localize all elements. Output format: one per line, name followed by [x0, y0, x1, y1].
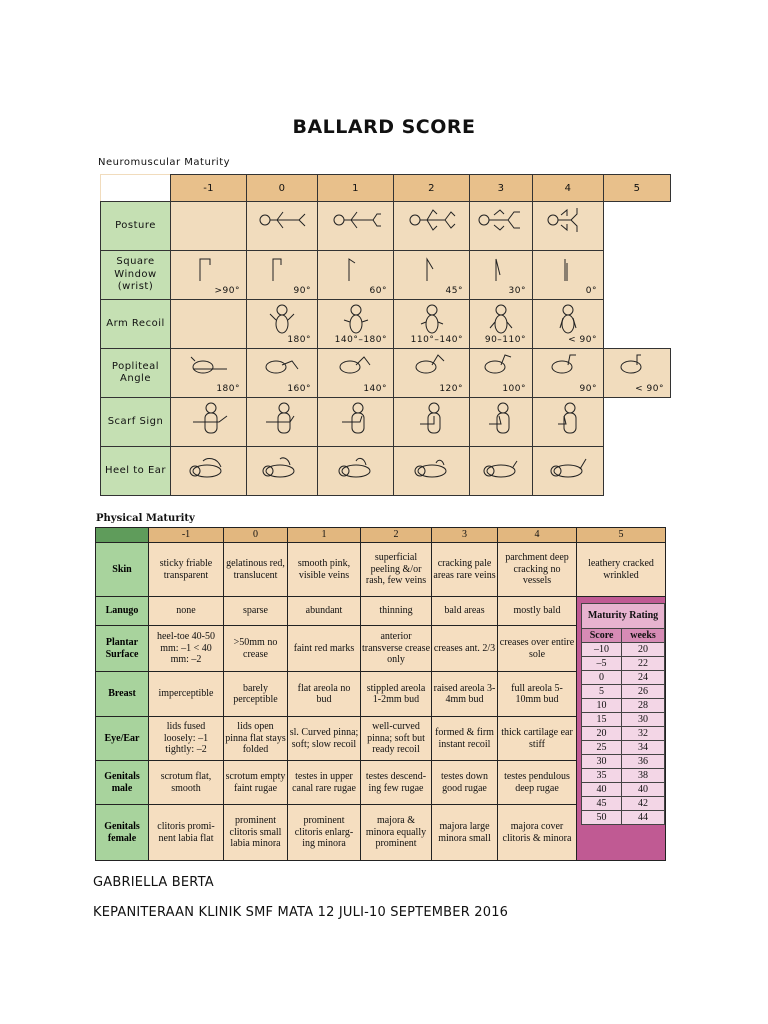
table-cell: >50mm no crease	[224, 626, 288, 672]
arm-recoil-cell: 110°–140°	[394, 300, 470, 349]
table-cell: stippled areola 1-2mm bud	[361, 672, 432, 717]
pm-score-header: 1	[288, 528, 361, 543]
rating-weeks: 34	[622, 741, 665, 755]
popliteal-leg-icon	[481, 353, 521, 377]
rating-weeks: 28	[622, 699, 665, 713]
table-cell: flat areola no bud	[288, 672, 361, 717]
row-label-arm-recoil: Arm Recoil	[101, 300, 171, 349]
table-cell: creases over entire sole	[498, 626, 577, 672]
scarf-sign-figure-icon	[481, 402, 521, 438]
nm-score-header: -1	[171, 175, 247, 202]
posture-figure-icon	[255, 206, 309, 246]
table-cell: full areola 5-10mm bud	[498, 672, 577, 717]
table-cell: lids open pinna flat stays folded	[224, 717, 288, 761]
neuromuscular-label: Neuromuscular Maturity	[98, 157, 231, 168]
table-cell: heel-toe 40-50 mm: –1 < 40 mm: –2	[149, 626, 224, 672]
popliteal-cell: 120°	[394, 349, 470, 398]
row-label-skin: Skin	[96, 543, 149, 597]
table-cell: none	[149, 597, 224, 626]
score-col-header: Score	[582, 629, 622, 643]
rating-weeks: 44	[622, 811, 665, 825]
pm-score-header: 0	[224, 528, 288, 543]
row-label-lanugo: Lanugo	[96, 597, 149, 626]
table-cell: superficial peeling &/or rash, few veins	[361, 543, 432, 597]
rating-score: 25	[582, 741, 622, 755]
wrist-angle-icon	[194, 255, 224, 283]
pm-score-header: 5	[577, 528, 666, 543]
posture-figure-icon	[329, 206, 383, 246]
scarf-cell	[533, 398, 604, 447]
posture-figure-icon	[541, 206, 595, 246]
course-info: KEPANITERAAN KLINIK SMF MATA 12 JULI-10 SEPTEMBER 2016	[93, 905, 509, 920]
table-cell: faint red marks	[288, 626, 361, 672]
nm-score-header: 0	[247, 175, 318, 202]
square-window-cell: >90°	[171, 251, 247, 300]
table-cell: anterior transverse crease only	[361, 626, 432, 672]
arm-recoil-cell: 90–110°	[470, 300, 533, 349]
posture-cell	[604, 202, 671, 251]
scarf-sign-figure-icon	[412, 402, 452, 438]
table-cell: barely perceptible	[224, 672, 288, 717]
square-window-cell: 60°	[318, 251, 394, 300]
posture-cell	[470, 202, 533, 251]
rating-score: –10	[582, 643, 622, 657]
rating-weeks: 38	[622, 769, 665, 783]
table-cell: testes pendulous deep rugae	[498, 761, 577, 805]
table-cell: raised areola 3-4mm bud	[432, 672, 498, 717]
rating-score: 50	[582, 811, 622, 825]
table-cell: thinning	[361, 597, 432, 626]
pm-score-header: 4	[498, 528, 577, 543]
table-cell: scrotum flat, smooth	[149, 761, 224, 805]
posture-cell	[533, 202, 604, 251]
row-label-genitals-female: Genitals female	[96, 805, 149, 861]
rating-weeks: 32	[622, 727, 665, 741]
table-cell: leathery cracked wrinkled	[577, 543, 666, 597]
header-blank	[96, 528, 149, 543]
popliteal-leg-icon	[262, 353, 302, 377]
rating-score: 0	[582, 671, 622, 685]
square-window-cell: 45°	[394, 251, 470, 300]
posture-cell	[171, 202, 247, 251]
table-cell: testes descend-ing few rugae	[361, 761, 432, 805]
table-cell: thick cartilage ear stiff	[498, 717, 577, 761]
table-cell: testes in upper canal rare rugae	[288, 761, 361, 805]
row-label-square-window: Square Window (wrist)	[101, 251, 171, 300]
arm-recoil-cell	[171, 300, 247, 349]
posture-cell	[318, 202, 394, 251]
table-cell: formed & firm instant recoil	[432, 717, 498, 761]
table-cell: parchment deep cracking no vessels	[498, 543, 577, 597]
nm-score-header: 4	[533, 175, 604, 202]
heel-to-ear-figure-icon	[187, 451, 231, 481]
rating-score: 45	[582, 797, 622, 811]
physical-maturity-table	[95, 527, 666, 861]
table-cell: majora cover clitoris & minora	[498, 805, 577, 861]
popliteal-cell: 160°	[247, 349, 318, 398]
heel-to-ear-cell	[171, 447, 247, 496]
heel-to-ear-cell	[318, 447, 394, 496]
heel-to-ear-figure-icon	[546, 451, 590, 481]
rating-weeks: 30	[622, 713, 665, 727]
wrist-angle-icon	[417, 255, 447, 283]
nm-score-header: 5	[604, 175, 671, 202]
row-label-eye-ear: Eye/Ear	[96, 717, 149, 761]
rating-score: 5	[582, 685, 622, 699]
square-window-cell: 90°	[247, 251, 318, 300]
heel-to-ear-cell	[604, 447, 671, 496]
table-cell: testes down good rugae	[432, 761, 498, 805]
table-cell: well-curved pinna; soft but ready recoil	[361, 717, 432, 761]
wrist-angle-icon	[553, 255, 583, 283]
pm-score-header: -1	[149, 528, 224, 543]
popliteal-leg-icon	[412, 353, 452, 377]
table-cell: gelatinous red, translucent	[224, 543, 288, 597]
arm-recoil-figure-icon	[553, 304, 583, 338]
scarf-sign-figure-icon	[262, 402, 302, 438]
table-cell: majora large minora small	[432, 805, 498, 861]
popliteal-leg-icon	[617, 353, 657, 377]
arm-recoil-cell: 140°–180°	[318, 300, 394, 349]
popliteal-cell: 100°	[470, 349, 533, 398]
rating-weeks: 40	[622, 783, 665, 797]
popliteal-cell: < 90°	[604, 349, 671, 398]
physical-maturity-label: Physical Maturity	[96, 513, 195, 524]
posture-cell	[247, 202, 318, 251]
author-name: GABRIELLA BERTA	[93, 875, 214, 890]
arm-recoil-figure-icon	[341, 304, 371, 338]
square-window-cell	[604, 251, 671, 300]
rating-weeks: 42	[622, 797, 665, 811]
arm-recoil-figure-icon	[486, 304, 516, 338]
row-label-posture: Posture	[101, 202, 171, 251]
rating-score: 10	[582, 699, 622, 713]
row-label-popliteal-angle: Popliteal Angle	[101, 349, 171, 398]
rating-weeks: 24	[622, 671, 665, 685]
wrist-angle-icon	[486, 255, 516, 283]
table-cell: sl. Curved pinna; soft; slow recoil	[288, 717, 361, 761]
heel-to-ear-figure-icon	[479, 451, 523, 481]
heel-to-ear-figure-icon	[260, 451, 304, 481]
arm-recoil-figure-icon	[417, 304, 447, 338]
scarf-sign-figure-icon	[548, 402, 588, 438]
scarf-cell	[247, 398, 318, 447]
square-window-cell: 0°	[533, 251, 604, 300]
heel-to-ear-figure-icon	[334, 451, 378, 481]
popliteal-cell: 90°	[533, 349, 604, 398]
nm-score-header: 2	[394, 175, 470, 202]
popliteal-cell: 140°	[318, 349, 394, 398]
pm-score-header: 3	[432, 528, 498, 543]
table-cell: lids fused loosely: –1 tightly: –2	[149, 717, 224, 761]
scarf-cell	[318, 398, 394, 447]
table-cell: abundant	[288, 597, 361, 626]
heel-to-ear-cell	[533, 447, 604, 496]
wrist-angle-icon	[341, 255, 371, 283]
maturity-rating-title: Maturity Rating	[582, 604, 665, 629]
pm-score-header: 2	[361, 528, 432, 543]
arm-recoil-cell	[604, 300, 671, 349]
arm-recoil-cell: 180°	[247, 300, 318, 349]
posture-figure-icon	[474, 206, 528, 246]
scarf-cell	[171, 398, 247, 447]
table-cell: cracking pale areas rare veins	[432, 543, 498, 597]
posture-cell	[394, 202, 470, 251]
posture-figure-icon	[405, 206, 459, 246]
rating-weeks: 26	[622, 685, 665, 699]
table-cell: smooth pink, visible veins	[288, 543, 361, 597]
rating-weeks: 20	[622, 643, 665, 657]
header-blank	[101, 175, 171, 202]
row-label-scarf-sign: Scarf Sign	[101, 398, 171, 447]
heel-to-ear-figure-icon	[410, 451, 454, 481]
table-cell: clitoris promi-nent labia flat	[149, 805, 224, 861]
rating-score: 15	[582, 713, 622, 727]
maturity-rating-panel	[577, 597, 666, 861]
weeks-col-header: weeks	[622, 629, 665, 643]
scarf-cell	[604, 398, 671, 447]
rating-score: 20	[582, 727, 622, 741]
neuromuscular-table	[100, 174, 671, 496]
rating-score: –5	[582, 657, 622, 671]
nm-score-header: 1	[318, 175, 394, 202]
heel-to-ear-cell	[470, 447, 533, 496]
row-label-breast: Breast	[96, 672, 149, 717]
scarf-sign-figure-icon	[189, 402, 229, 438]
nm-score-header: 3	[470, 175, 533, 202]
wrist-angle-icon	[267, 255, 297, 283]
maturity-rating-table	[581, 603, 665, 825]
table-cell: bald areas	[432, 597, 498, 626]
popliteal-cell: 180°	[171, 349, 247, 398]
arm-recoil-cell: < 90°	[533, 300, 604, 349]
rating-score: 30	[582, 755, 622, 769]
row-label-plantar-surface: Plantar Surface	[96, 626, 149, 672]
table-cell: creases ant. 2/3	[432, 626, 498, 672]
table-cell: prominent clitoris small labia minora	[224, 805, 288, 861]
scarf-cell	[394, 398, 470, 447]
page-title: BALLARD SCORE	[292, 116, 476, 138]
table-cell: scrotum empty faint rugae	[224, 761, 288, 805]
table-cell: sticky friable transparent	[149, 543, 224, 597]
scarf-sign-figure-icon	[336, 402, 376, 438]
row-label-genitals-male: Genitals male	[96, 761, 149, 805]
square-window-cell: 30°	[470, 251, 533, 300]
table-cell: sparse	[224, 597, 288, 626]
heel-to-ear-cell	[247, 447, 318, 496]
arm-recoil-figure-icon	[267, 304, 297, 338]
rating-score: 35	[582, 769, 622, 783]
row-label-heel-to-ear: Heel to Ear	[101, 447, 171, 496]
popliteal-leg-icon	[336, 353, 376, 377]
heel-to-ear-cell	[394, 447, 470, 496]
rating-score: 40	[582, 783, 622, 797]
popliteal-leg-icon	[548, 353, 588, 377]
scarf-cell	[470, 398, 533, 447]
popliteal-leg-icon	[189, 353, 229, 377]
table-cell: mostly bald	[498, 597, 577, 626]
rating-weeks: 36	[622, 755, 665, 769]
table-cell: majora & minora equally prominent	[361, 805, 432, 861]
table-cell: imperceptible	[149, 672, 224, 717]
table-cell: prominent clitoris enlarg-ing minora	[288, 805, 361, 861]
rating-weeks: 22	[622, 657, 665, 671]
